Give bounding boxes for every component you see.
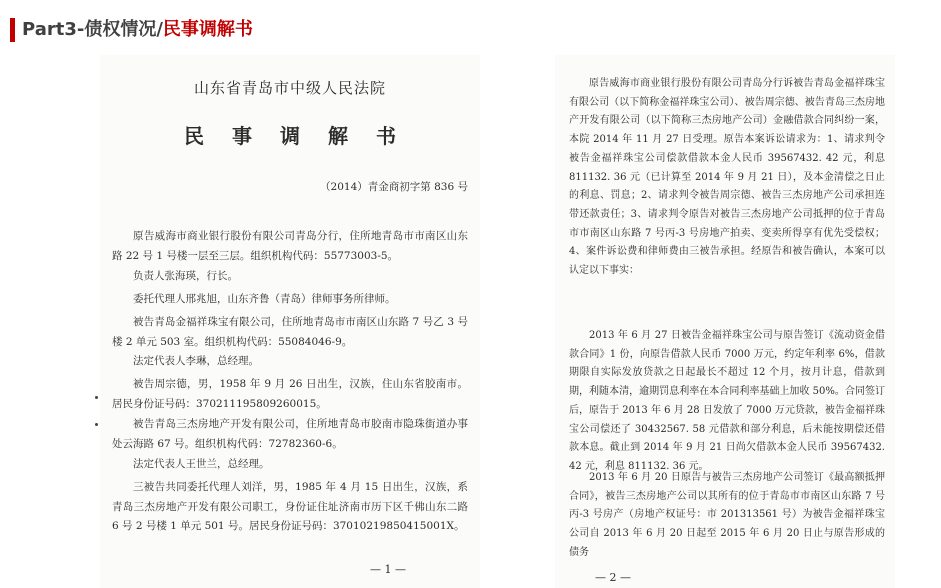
plaintiff-agent: 委托代理人邢兆旭，山东齐鲁（青岛）律师事务所律师。 [133, 293, 396, 305]
slide-header [0, 0, 941, 50]
document-page-2 [555, 55, 895, 588]
plaintiff-paragraph: 原告威海市商业银行股份有限公司青岛分行，住所地青岛市市南区山东路 22 号 1 号楼一层至三层。组织机构代码：55773003-5。 [112, 230, 468, 262]
defendant-1-paragraph: 被告青岛金福祥珠宝有限公司，住所地青岛市市南区山东路 7 号乙 3 号楼 2 单元 503 室。组织机构代码：55084046-9。 [112, 316, 468, 348]
scan-mark [95, 396, 98, 399]
joint-agent-paragraph: 三被告共同委托代理人刘洋，男，1985 年 4 月 15 日出生，汉族，系青岛三杰房地产开发有限公司职工，身份证住址济南市历下区千佛山东二路 6 号 2 号楼 1 单元 501 号。居民身份证号码：37010219850415001X。 [112, 481, 468, 532]
document-type-title: 民事调解书 [184, 124, 424, 148]
defendant-2-paragraph: 被告周宗德，男，1958 年 9 月 26 日出生，汉族，住山东省胶南市。居民身份证号码：370211195809260015。 [112, 378, 468, 410]
defendant-3-paragraph: 被告青岛三杰房地产开发有限公司，住所地青岛市胶南市隐珠街道办事处云海路 67 号。组织机构代码：72782360-6。 [112, 418, 468, 450]
page-number: — 2 — [595, 571, 631, 584]
slide-title [22, 18, 253, 42]
title-accent-bar [10, 18, 15, 42]
court-name: 山东省青岛市中级人民法院 [193, 79, 386, 97]
defendant-1-representative: 法定代表人李琳，总经理。 [133, 355, 259, 367]
plaintiff-representative: 负责人张海瑛，行长。 [133, 270, 238, 282]
document-page-1 [100, 55, 480, 588]
scan-mark [95, 423, 98, 426]
title-highlight: 民事调解书 [162, 19, 253, 40]
mortgage-facts-paragraph: 2013 年 6 月 20 日原告与被告三杰房地产公司签订《最高额抵押合同》，被告三杰房地产公司以其所有的位于青岛市市南区山东路 7 号丙-3 号房产（房地产权证号：市 201313561 号）为被告金福祥珠宝公司自 2013 年 6 月 20 日起至 2015 年 6 月 20 日止与原告形成的债务 [569, 472, 885, 558]
case-summary-paragraph: 原告威海市商业银行股份有限公司青岛分行诉被告青岛金福祥珠宝有限公司（以下简称金福祥珠宝公司）、被告周宗德、被告青岛三杰房地产开发有限公司（以下简称三杰房地产公司）金融借款合同纠纷一案，本院 2014 年 11 月 27 日受理。原告本案诉讼请求为：1、请求判令被告金福祥珠宝公司偿款借款本金人民币 39567432. 42 元，利息 811132. 36 元（已计算至 2014 年 9 月 21 日），及本金清偿之日止的利息、罚息；2、请求判令被告周宗德、被告三杰房地产公司承担连带还款责任；3、请求判令原告对被告三杰房地产公司抵押的位于青岛市市南区山东路 7 号丙-3 号房地产拍卖、变卖所得享有优先受偿权；4、案件诉讼费和律师费由三被告承担。经原告和被告确认，本案可以认定以下事实： [569, 78, 885, 277]
title-prefix: Part3-债权情况/ [22, 19, 163, 40]
page-number: — 1 — [370, 563, 406, 576]
loan-facts-paragraph: 2013 年 6 月 27 日被告金福祥珠宝公司与原告签订《流动资金借款合同》1 份，向原告借款人民币 7000 万元，约定年利率 6%，借款期限自实际发放贷款之日起最长不超过 12 个月，按月计息，借款到期，利随本清，逾期罚息利率在本合同利率基础上加收 50%。合同签订后，原告于 2013 年 6 月 28 日发放了 7000 万元贷款，被告金福祥珠宝公司偿还了 30432567. 58 元借款和部分利息，后未能按期偿还借款本息。截止到 2014 年 9 月 21 日尚欠借款本金人民币 39567432. 42 元，利息 811132. 36 元。 [569, 330, 885, 472]
defendant-3-representative: 法定代表人王世兰，总经理。 [133, 458, 270, 470]
case-number: （2014）青金商初字第 836 号 [320, 181, 468, 193]
